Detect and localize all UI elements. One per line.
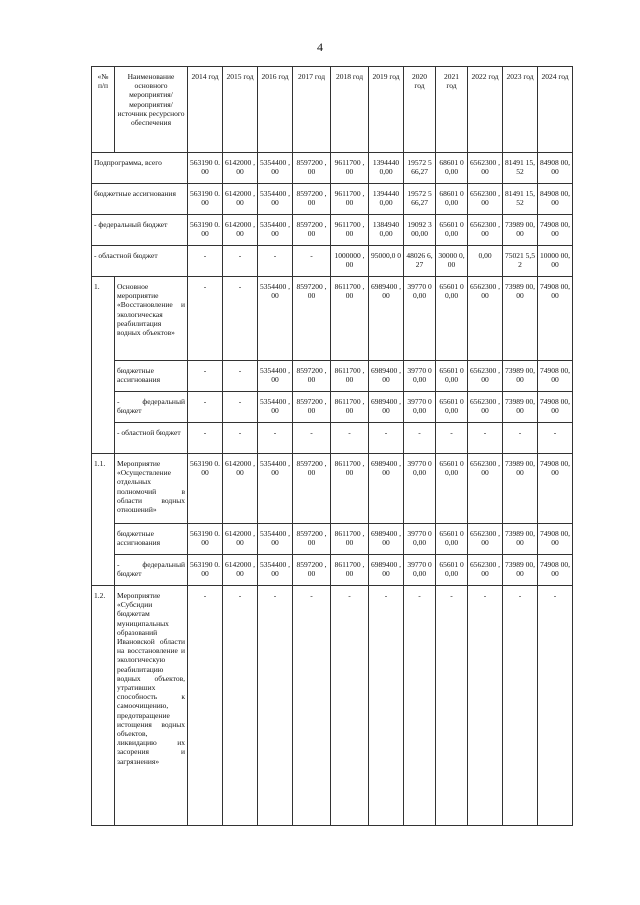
column-header-number: «№ п/п bbox=[92, 67, 115, 153]
table-cell: - bbox=[258, 423, 293, 454]
table-cell: 8597200 ,00 bbox=[293, 277, 331, 361]
table-row bbox=[92, 215, 573, 246]
table-cell: 9611700 ,00 bbox=[331, 184, 369, 215]
row-label: Мероприятие «Субсидии бюджетам муниципальных образований Ивановской области на восстановление и экологическую реабилитацию водных объектов, утративших способность к самоочищению, предотвращение истощения водных объектов, ликвидацию их засорения и загрязнения» bbox=[115, 586, 188, 826]
table-cell: 6562300 ,00 bbox=[468, 392, 503, 423]
table-cell: - bbox=[436, 423, 468, 454]
table-cell: 563190 0.00 bbox=[188, 153, 223, 184]
table-cell: 6989400 ,00 bbox=[369, 361, 404, 392]
table-cell: 6562300 ,00 bbox=[468, 361, 503, 392]
table-cell: 74908 00,00 bbox=[538, 524, 573, 555]
table-cell: 5354400 ,00 bbox=[258, 184, 293, 215]
table-cell: 74908 00,00 bbox=[538, 277, 573, 361]
table-cell: 84908 00,00 bbox=[538, 184, 573, 215]
table-cell: 8597200 ,00 bbox=[293, 184, 331, 215]
table-cell: 6562300 ,00 bbox=[468, 454, 503, 524]
table-cell: 6989400 ,00 bbox=[369, 392, 404, 423]
row-number: 1.2. bbox=[92, 586, 115, 826]
row-number: 1.1. bbox=[92, 454, 115, 586]
column-header-year: 2019 год bbox=[369, 67, 404, 153]
column-header-year: 2015 год bbox=[223, 67, 258, 153]
table-cell: 75021 5,52 bbox=[503, 246, 538, 277]
table-cell: 9611700 ,00 bbox=[331, 153, 369, 184]
table-cell: 81491 15,52 bbox=[503, 153, 538, 184]
table-cell: - bbox=[223, 586, 258, 826]
column-header-year: 2022 год bbox=[468, 67, 503, 153]
table-cell: 9611700 ,00 bbox=[331, 215, 369, 246]
table-cell: 39770 00,00 bbox=[404, 555, 436, 586]
table-cell: 8597200 ,00 bbox=[293, 392, 331, 423]
table-cell: - bbox=[223, 246, 258, 277]
table-cell: 6142000 ,00 bbox=[223, 454, 258, 524]
table-cell: 8597200 ,00 bbox=[293, 555, 331, 586]
column-header-year: 2024 год bbox=[538, 67, 573, 153]
table-cell: 73989 00,00 bbox=[503, 555, 538, 586]
column-header-year: 2016 год bbox=[258, 67, 293, 153]
table-row bbox=[92, 246, 573, 277]
table-cell: - bbox=[258, 246, 293, 277]
table-cell: 74908 00,00 bbox=[538, 555, 573, 586]
column-header-year: 2020 год bbox=[404, 67, 436, 153]
row-label: - федеральный бюджет bbox=[115, 555, 188, 586]
table-cell: 6562300 ,00 bbox=[468, 153, 503, 184]
table-row bbox=[92, 184, 573, 215]
table-cell: 74908 00,00 bbox=[538, 392, 573, 423]
table-cell: 5354400 ,00 bbox=[258, 277, 293, 361]
table-cell: - bbox=[404, 423, 436, 454]
table-cell: 6562300 ,00 bbox=[468, 184, 503, 215]
table-cell: 6142000 ,00 bbox=[223, 555, 258, 586]
row-label: - областной бюджет bbox=[92, 246, 188, 277]
table-cell: 8611700 ,00 bbox=[331, 524, 369, 555]
table-cell: 5354400 ,00 bbox=[258, 555, 293, 586]
table-cell: 8597200 ,00 bbox=[293, 153, 331, 184]
table-cell: 65601 00,00 bbox=[436, 524, 468, 555]
table-cell: - bbox=[223, 361, 258, 392]
table-cell: 8597200 ,00 bbox=[293, 215, 331, 246]
table-cell: - bbox=[293, 423, 331, 454]
table-cell: 39770 00,00 bbox=[404, 454, 436, 524]
table-cell: 39770 00,00 bbox=[404, 361, 436, 392]
table-cell: - bbox=[188, 277, 223, 361]
table-cell: 19092 300,00 bbox=[404, 215, 436, 246]
table-cell: 6562300 ,00 bbox=[468, 277, 503, 361]
table-cell: 6142000 ,00 bbox=[223, 153, 258, 184]
row-label: бюджетные ассигнования bbox=[115, 524, 188, 555]
table-cell: 74908 00,00 bbox=[538, 215, 573, 246]
table-cell: 8611700 ,00 bbox=[331, 454, 369, 524]
table-cell: 73989 00,00 bbox=[503, 454, 538, 524]
table-cell: 81491 15,52 bbox=[503, 184, 538, 215]
table-cell: - bbox=[188, 423, 223, 454]
table-cell: 65601 00,00 bbox=[436, 555, 468, 586]
table-cell: 8597200 ,00 bbox=[293, 361, 331, 392]
row-label: Основное мероприятие «Восстановление и экологическая реабилитация водных объектов» bbox=[115, 277, 188, 361]
table-cell: - bbox=[436, 586, 468, 826]
row-label: бюджетные ассигнования bbox=[115, 361, 188, 392]
table-cell: 74908 00,00 bbox=[538, 361, 573, 392]
table-cell: 563190 0.00 bbox=[188, 524, 223, 555]
table-cell: 6562300 ,00 bbox=[468, 555, 503, 586]
table-cell: 73989 00,00 bbox=[503, 392, 538, 423]
page-number: 4 bbox=[317, 40, 323, 54]
table-cell: - bbox=[223, 392, 258, 423]
row-label: - федеральный бюджет bbox=[92, 215, 188, 246]
table-cell: 73989 00,00 bbox=[503, 277, 538, 361]
table-cell: 68601 00,00 bbox=[436, 184, 468, 215]
table-row bbox=[92, 586, 573, 826]
table-cell: 39770 00,00 bbox=[404, 524, 436, 555]
table-cell: - bbox=[223, 423, 258, 454]
column-header-year: 2014 год bbox=[188, 67, 223, 153]
table-cell: - bbox=[538, 423, 573, 454]
table-cell: 1000000 ,00 bbox=[331, 246, 369, 277]
table-cell: - bbox=[223, 277, 258, 361]
table-cell: - bbox=[331, 423, 369, 454]
table-cell: 0,00 bbox=[468, 246, 503, 277]
table-row bbox=[92, 153, 573, 184]
table-row bbox=[92, 392, 573, 423]
budget-table bbox=[91, 66, 573, 826]
table-cell: 39770 00,00 bbox=[404, 277, 436, 361]
table-row bbox=[92, 423, 573, 454]
column-header-name: Наименование основного мероприятия/ мероприятия/ источник ресурсного обеспечения bbox=[115, 67, 188, 153]
table-cell: 19572 566,27 bbox=[404, 184, 436, 215]
table-cell: 65601 00,00 bbox=[436, 215, 468, 246]
table-cell: 563190 0.00 bbox=[188, 215, 223, 246]
table-cell: 6989400 ,00 bbox=[369, 555, 404, 586]
table-cell: - bbox=[188, 361, 223, 392]
table-cell: 563190 0.00 bbox=[188, 555, 223, 586]
table-cell: - bbox=[188, 392, 223, 423]
table-row bbox=[92, 524, 573, 555]
row-label: Мероприятие «Осуществление отдельных полномочий в области водных отношений» bbox=[115, 454, 188, 524]
table-cell: 6142000 ,00 bbox=[223, 524, 258, 555]
table-cell: 84908 00,00 bbox=[538, 153, 573, 184]
table-cell: 6989400 ,00 bbox=[369, 277, 404, 361]
table-cell: 65601 00,00 bbox=[436, 392, 468, 423]
table-cell: 10000 00,00 bbox=[538, 246, 573, 277]
table-cell: - bbox=[188, 586, 223, 826]
table-cell: - bbox=[293, 586, 331, 826]
table-cell: 6989400 ,00 bbox=[369, 524, 404, 555]
table-cell: 6562300 ,00 bbox=[468, 215, 503, 246]
table-cell: 8611700 ,00 bbox=[331, 555, 369, 586]
table-cell: 74908 00,00 bbox=[538, 454, 573, 524]
table-cell: - bbox=[503, 586, 538, 826]
table-cell: 563190 0.00 bbox=[188, 454, 223, 524]
table-row bbox=[92, 277, 573, 361]
table-row bbox=[92, 454, 573, 524]
column-header-year: 2018 год bbox=[331, 67, 369, 153]
table-cell: 5354400 ,00 bbox=[258, 392, 293, 423]
table-cell: 65601 00,00 bbox=[436, 454, 468, 524]
table-cell: 5354400 ,00 bbox=[258, 524, 293, 555]
table-cell: 73989 00,00 bbox=[503, 361, 538, 392]
table-cell: 65601 00,00 bbox=[436, 361, 468, 392]
table-cell: 73989 00,00 bbox=[503, 215, 538, 246]
table-cell: - bbox=[369, 586, 404, 826]
table-cell: 1394440 0,00 bbox=[369, 153, 404, 184]
table-cell: 1394440 0,00 bbox=[369, 184, 404, 215]
table-cell: 6562300 ,00 bbox=[468, 524, 503, 555]
row-number: 1. bbox=[92, 277, 115, 454]
table-cell: 8611700 ,00 bbox=[331, 392, 369, 423]
table-cell: - bbox=[188, 246, 223, 277]
table-cell: - bbox=[503, 423, 538, 454]
table-cell: 6989400 ,00 bbox=[369, 454, 404, 524]
table-row bbox=[92, 555, 573, 586]
column-header-year: 2021 год bbox=[436, 67, 468, 153]
table-cell: - bbox=[468, 586, 503, 826]
row-label: бюджетные ассигнования bbox=[92, 184, 188, 215]
table-cell: 8611700 ,00 bbox=[331, 361, 369, 392]
table-cell: 39770 00,00 bbox=[404, 392, 436, 423]
table-cell: - bbox=[369, 423, 404, 454]
table-cell: 65601 00,00 bbox=[436, 277, 468, 361]
table-cell: 8597200 ,00 bbox=[293, 524, 331, 555]
table-cell: 6142000 ,00 bbox=[223, 215, 258, 246]
table-cell: - bbox=[293, 246, 331, 277]
column-header-year: 2017 год bbox=[293, 67, 331, 153]
table-cell: - bbox=[258, 586, 293, 826]
table-cell: 5354400 ,00 bbox=[258, 454, 293, 524]
table-cell: - bbox=[538, 586, 573, 826]
row-label: - федеральный бюджет bbox=[115, 392, 188, 423]
table-cell: - bbox=[331, 586, 369, 826]
table-cell: 68601 00,00 bbox=[436, 153, 468, 184]
table-row bbox=[92, 361, 573, 392]
table-cell: 30000 0,00 bbox=[436, 246, 468, 277]
table-header-row bbox=[92, 67, 573, 153]
column-header-year: 2023 год bbox=[503, 67, 538, 153]
table-cell: 8611700 ,00 bbox=[331, 277, 369, 361]
table-cell: 19572 566,27 bbox=[404, 153, 436, 184]
table-cell: 5354400 ,00 bbox=[258, 215, 293, 246]
table-cell: 1384940 0,00 bbox=[369, 215, 404, 246]
row-label: Подпрограмма, всего bbox=[92, 153, 188, 184]
table-cell: 563190 0.00 bbox=[188, 184, 223, 215]
table-cell: 95000,0 0 bbox=[369, 246, 404, 277]
table-cell: - bbox=[468, 423, 503, 454]
table-cell: 6142000 ,00 bbox=[223, 184, 258, 215]
table-cell: - bbox=[404, 586, 436, 826]
table-cell: 5354400 ,00 bbox=[258, 153, 293, 184]
table-cell: 8597200 ,00 bbox=[293, 454, 331, 524]
table-cell: 48026 6,27 bbox=[404, 246, 436, 277]
table-cell: 5354400 ,00 bbox=[258, 361, 293, 392]
row-label: - областной бюджет bbox=[115, 423, 188, 454]
table-cell: 73989 00,00 bbox=[503, 524, 538, 555]
